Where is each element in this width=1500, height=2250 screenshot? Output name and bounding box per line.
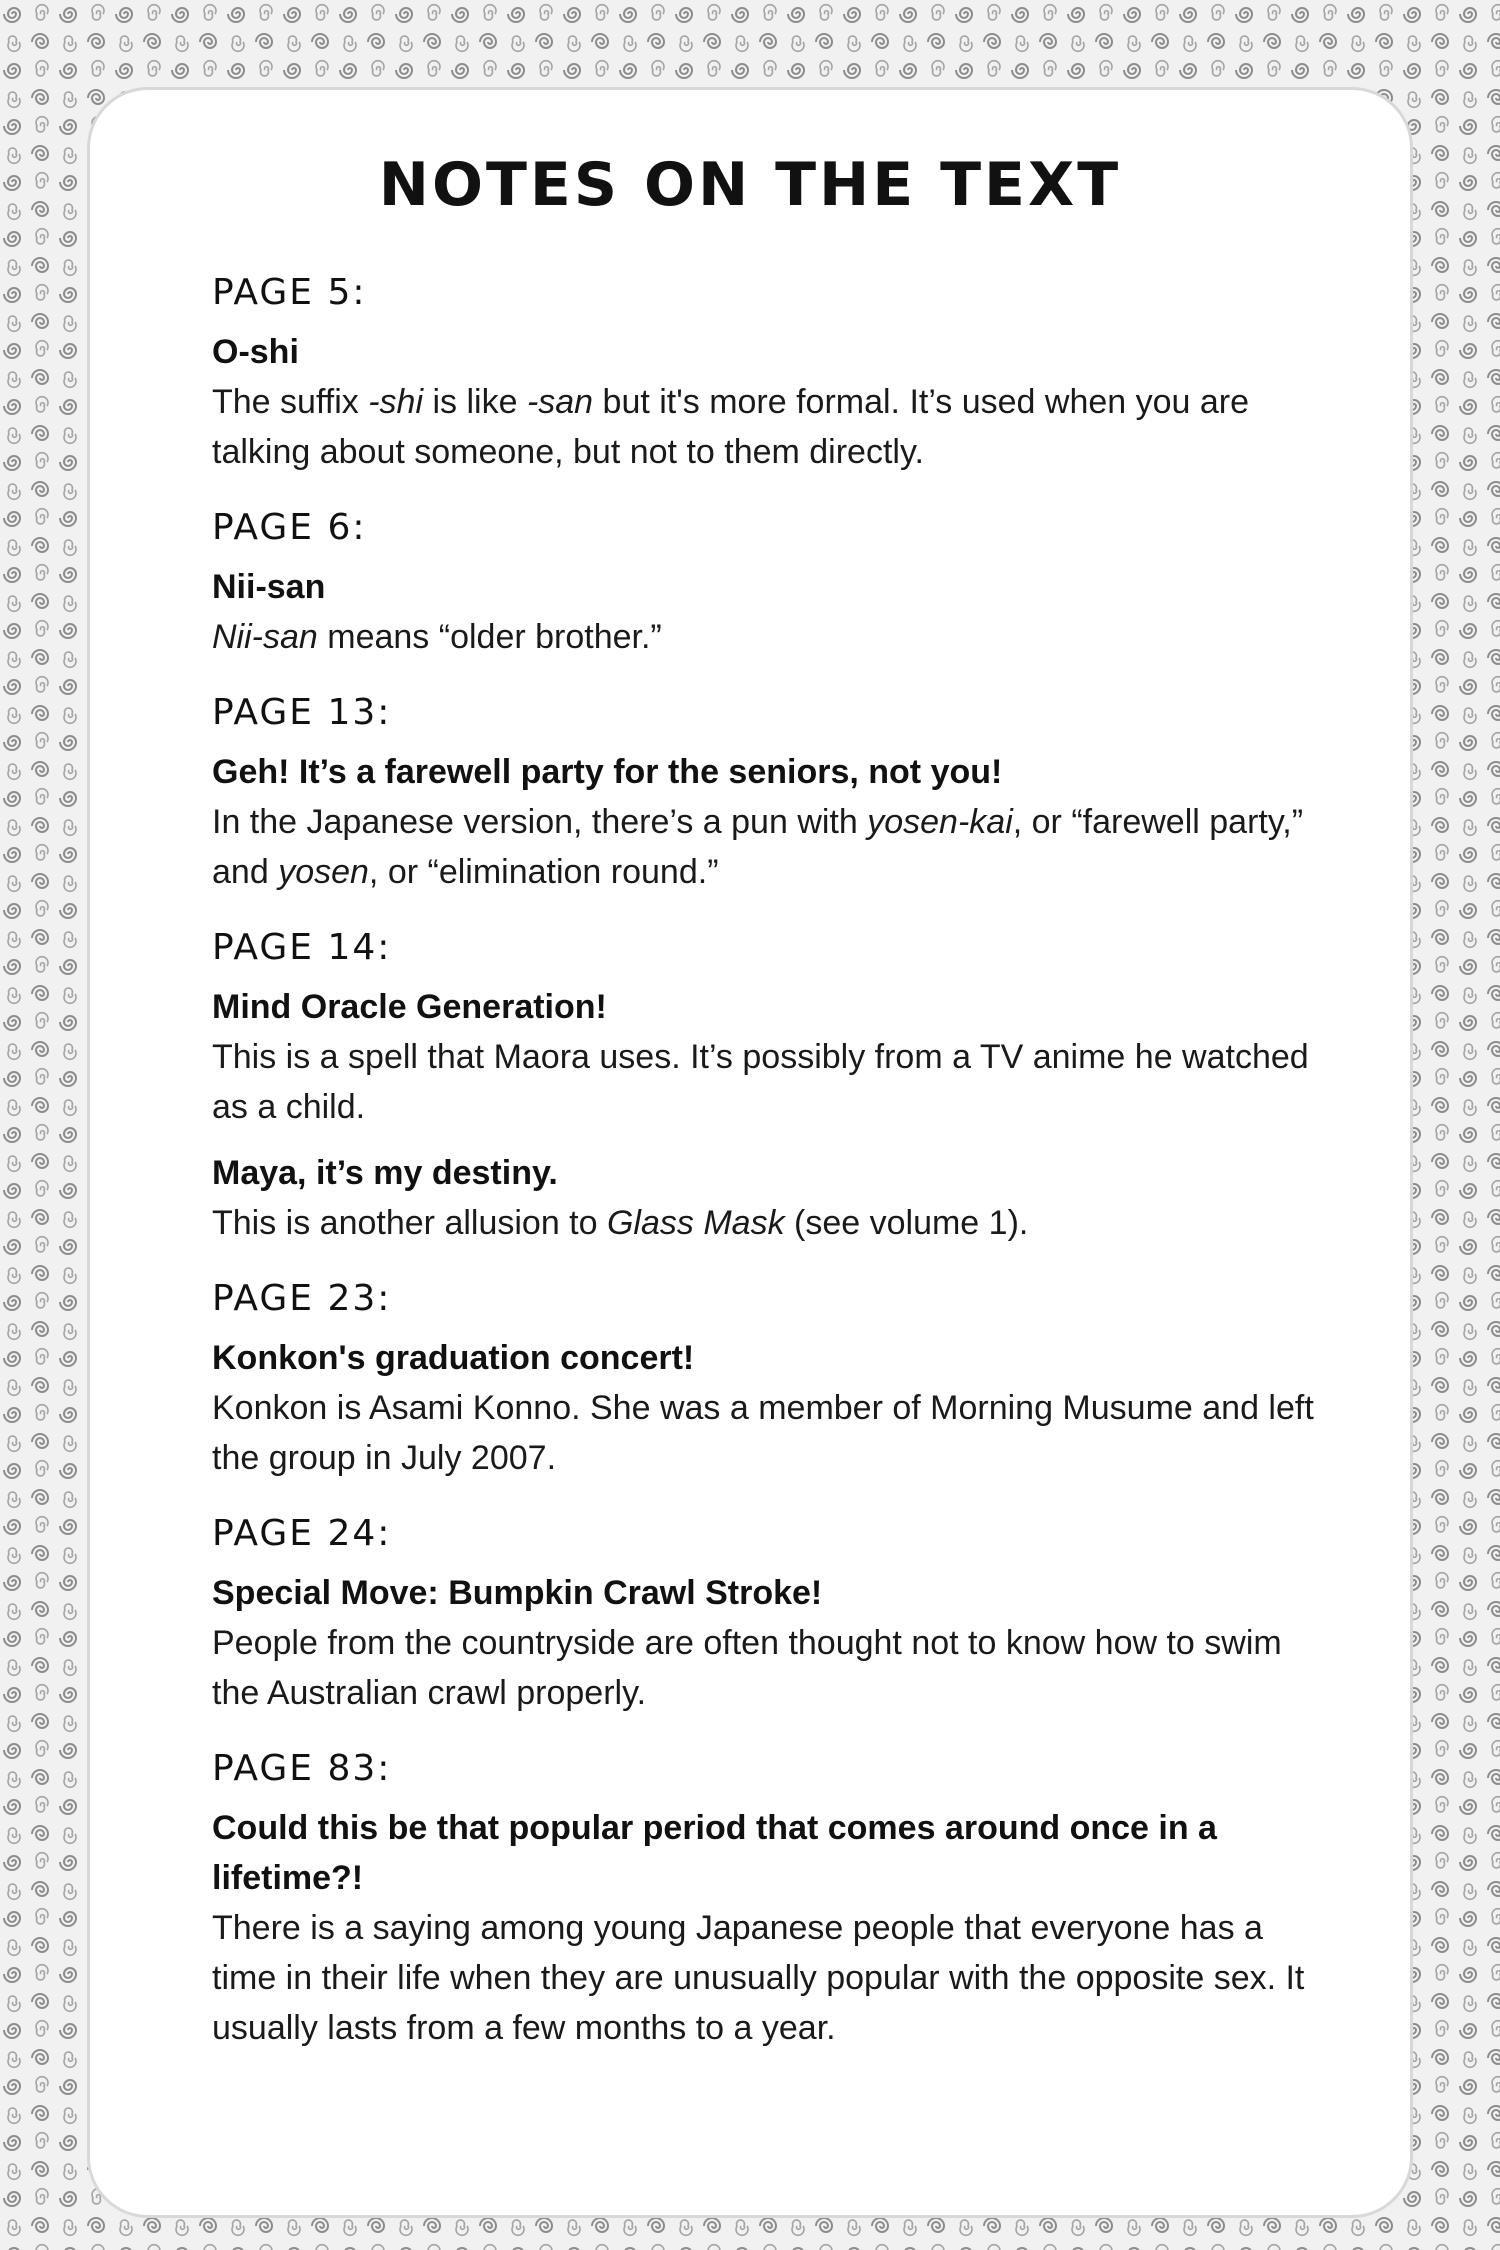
note-entry [212,747,1322,897]
page-heading: PAGE 83: [212,1748,392,1789]
text-run: but it's more formal. It’s used when you are talking about someone, but not to them directly. [212,383,1250,471]
note-explanation [212,1618,1322,1718]
page-heading: PAGE 5: [212,272,367,313]
text-run: In the Japanese version, there’s a pun with [212,803,868,841]
text-run: There is a saying among young Japanese people that everyone has a time in their life when they are unusually popular with the opposite sex. It usually lasts from a few months to a year. [212,1909,1305,2047]
note-explanation [212,797,1322,897]
note-term: Maya, it’s my destiny. [212,1154,558,1192]
note-term: Geh! It’s a farewell party for the seniors, not you! [212,753,1003,791]
italic-term: yosen [278,853,369,891]
notes-section [212,692,1322,897]
page-heading: PAGE 24: [212,1513,392,1554]
note-entry [212,982,1322,1132]
note-term: Special Move: Bumpkin Crawl Stroke! [212,1574,823,1612]
italic-term: -san [526,383,594,421]
text-run: means “older brother.” [317,618,662,656]
text-run: , or “farewell party,” and [212,803,1304,891]
page-heading: PAGE 13: [212,692,392,733]
text-run: This is a spell that Maora uses. It’s possibly from a TV anime he watched as a child. [212,1038,1309,1126]
note-term: Could this be that popular period that comes around once in a lifetime?! [212,1809,1217,1897]
text-run: is like [423,383,527,421]
notes-section [212,272,1322,477]
text-run: The suffix [212,383,369,421]
page-heading: PAGE 6: [212,507,367,548]
text-run: Konkon is Asami Konno. She was a member of Morning Musume and left the group in July 2007. [212,1389,1314,1477]
page-heading: PAGE 14: [212,927,392,968]
note-term: Mind Oracle Generation! [212,988,607,1026]
text-run: , or “elimination round.” [368,853,719,891]
note-entry [212,1568,1322,1718]
note-term: Konkon's graduation concert! [212,1339,695,1377]
note-term: Nii-san [212,568,326,606]
text-run: People from the countryside are often thought not to know how to swim the Australian crawl properly. [212,1624,1282,1712]
page-title: NOTES ON THE TEXT [378,150,1122,220]
text-run: (see volume 1). [784,1204,1029,1242]
note-explanation [212,1383,1322,1483]
page-heading: PAGE 23: [212,1278,392,1319]
notes-section [212,507,1322,662]
note-entry [212,327,1322,477]
notes-content [212,272,1322,2069]
note-explanation [212,1903,1322,2053]
text-run: This is another allusion to [212,1204,607,1242]
italic-term: -shi [368,383,424,421]
italic-term: yosen-kai [867,803,1013,841]
note-entry [212,1148,1322,1248]
note-entry [212,562,1322,662]
note-entry [212,1333,1322,1483]
italic-term: Nii-san [212,618,318,656]
notes-section [212,1513,1322,1718]
note-explanation [212,377,1322,477]
notes-section [212,927,1322,1248]
notes-section [212,1748,1322,2053]
note-term: O-shi [212,333,299,371]
notes-section [212,1278,1322,1483]
note-explanation [212,1032,1322,1132]
note-explanation [212,1198,1322,1248]
italic-term: Glass Mask [606,1204,785,1242]
note-entry [212,1803,1322,2053]
note-explanation [212,612,1322,662]
